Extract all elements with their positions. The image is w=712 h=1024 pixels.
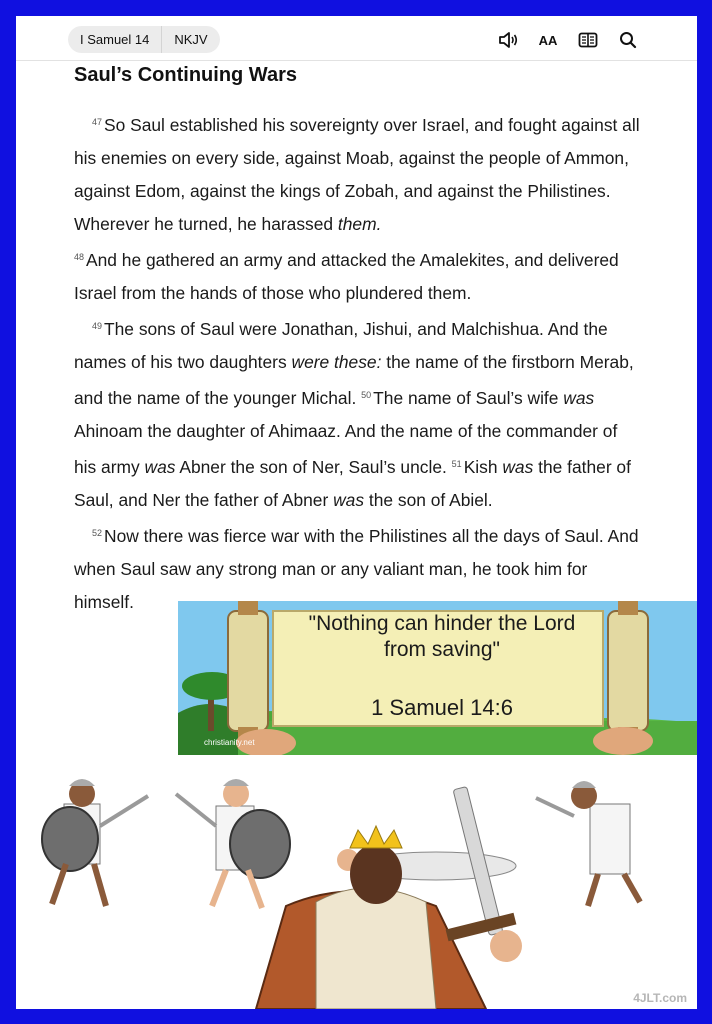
italic-text: were these:	[291, 352, 382, 372]
verse-text: The name of Saul’s wife	[373, 388, 564, 408]
verse-text: Kish	[463, 457, 503, 477]
banner-reference: 1 Samuel 14:6	[371, 695, 513, 720]
soldier-figure	[42, 779, 148, 906]
italic-text: was	[502, 457, 534, 477]
verse-text: the name of the firstborn Merab, and the name of the younger Michal.	[74, 352, 634, 408]
italic-text: was	[333, 490, 365, 510]
banner-quote	[292, 611, 592, 663]
battle-scene	[16, 756, 697, 1009]
verse-number[interactable]: 47	[92, 117, 103, 127]
italic-text: them.	[337, 214, 382, 234]
scripture-banner-image	[178, 601, 697, 755]
passage-selector[interactable]	[68, 26, 220, 53]
quote-line: from saving"	[384, 638, 500, 661]
banner-watermark: christianity.net	[204, 738, 255, 747]
verse-text: the father of Saul, and Ner the father of Abner	[74, 457, 631, 510]
king-figure	[256, 787, 522, 1009]
reader-toolbar	[16, 16, 697, 61]
image-watermark: 4JLT.com	[633, 991, 687, 1005]
book-chapter-button[interactable]: I Samuel 14	[80, 32, 150, 47]
verse-number[interactable]: 49	[92, 321, 103, 331]
verse-number[interactable]: 51	[451, 459, 462, 469]
italic-text: was	[144, 457, 176, 477]
battle-illustration	[16, 756, 697, 1009]
translation-button[interactable]: NKJV	[174, 32, 208, 47]
reader-page	[16, 16, 697, 1009]
verse-number[interactable]: 48	[74, 252, 85, 262]
speaker-icon[interactable]	[497, 30, 519, 50]
verse-text: So Saul established his sovereignty over Israel, and fought against all his enemies on every side, against Moab, against the people of Ammon, against Edom, against the kings of Zobah, and against the Philistines. Wherever he turned, he harassed	[74, 115, 640, 234]
scripture-text	[74, 106, 644, 619]
quote-line: "Nothing can hinder the Lord	[308, 612, 576, 635]
verse-text: Abner the son of Ner, Saul’s uncle.	[175, 457, 447, 477]
italic-text: was	[563, 388, 595, 408]
verse-text: Now there was fierce war with the Philistines all the days of Saul. And when Saul saw any strong man or any valiant man, he took him for himself.	[74, 526, 639, 612]
soldier-figure	[536, 781, 640, 906]
search-icon[interactable]	[617, 30, 639, 50]
toolbar-icons	[497, 30, 639, 50]
verse-number[interactable]: 50	[361, 390, 372, 400]
section-heading: Saul’s Continuing Wars	[74, 64, 297, 86]
paragraph	[74, 310, 644, 517]
book-icon[interactable]	[577, 30, 599, 50]
text-size-icon[interactable]: AA	[538, 32, 558, 48]
paragraph	[74, 106, 644, 310]
verse-text: And he gathered an army and attacked the Amalekites, and delivered Israel from the hands of those who plundered them.	[74, 250, 619, 303]
soldier-figure	[176, 779, 290, 908]
verse-text: The sons of Saul were Jonathan, Jishui, and Malchishua. And the names of his two daughters	[74, 319, 608, 372]
verse-text: the son of Abiel.	[364, 490, 493, 510]
verse-number[interactable]: 52	[92, 528, 103, 538]
verse-text: Ahinoam the daughter of Ahimaaz. And the name of the commander of his army	[74, 421, 618, 477]
